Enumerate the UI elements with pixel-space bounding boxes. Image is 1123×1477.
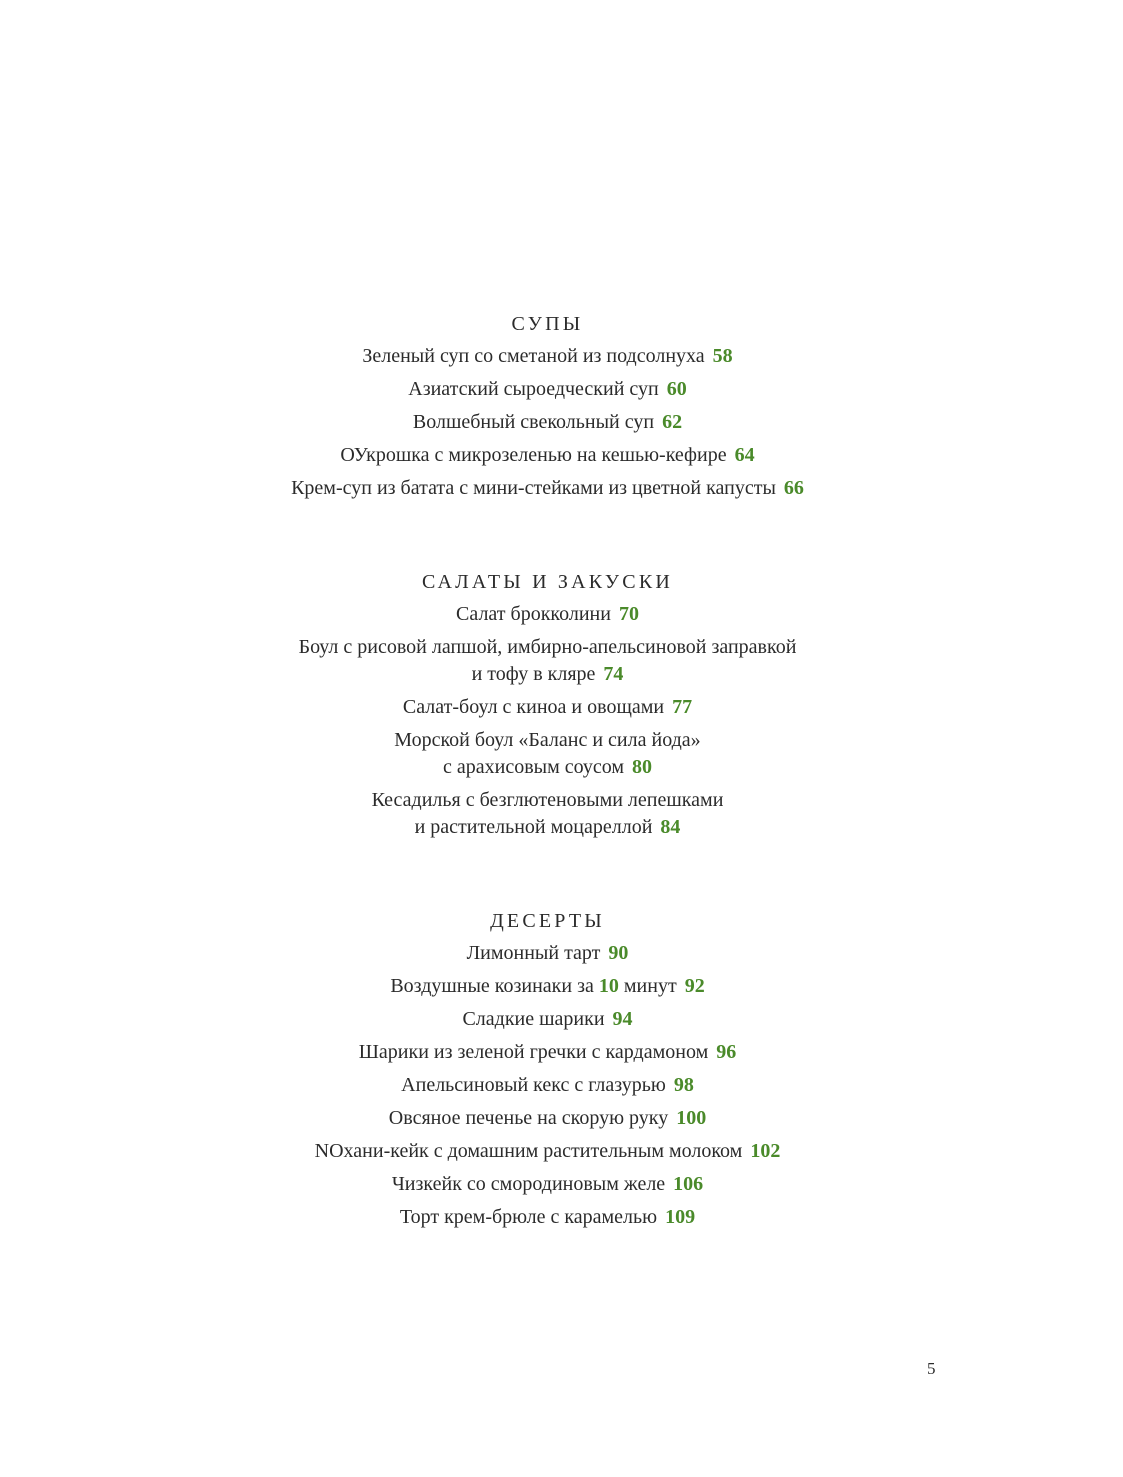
toc-entry[interactable] (0, 376, 1095, 403)
toc-entry[interactable] (0, 940, 1095, 967)
page-number: 62 (662, 411, 683, 433)
page-number: 102 (750, 1140, 781, 1162)
entry-title: Торт крем-брюле с карамелью (399, 1206, 658, 1228)
toc-entry[interactable] (0, 601, 1095, 628)
toc-entry[interactable] (0, 343, 1095, 370)
toc-entry[interactable] (0, 442, 1095, 469)
entry-title: Волшебный свекольный суп (412, 411, 655, 433)
page-number: 70 (618, 603, 639, 625)
entry-title: Салат-боул с киноа и овощами (402, 696, 665, 718)
entry-title: Сладкие шарики (462, 1008, 605, 1030)
entry-title-line: и растительной моцареллой (414, 816, 653, 838)
entry-title: минут (618, 975, 677, 997)
entry-title: NOхани-кейк с домашним растительным молоком (314, 1140, 743, 1162)
entry-title-line: Боул с рисовой лапшой, имбирно-апельсиновой заправкой (298, 636, 797, 658)
toc-entry[interactable] (0, 634, 1095, 688)
page-number: 109 (665, 1206, 696, 1228)
toc-entry[interactable] (0, 1105, 1095, 1132)
section-title: САЛАТЫ И ЗАКУСКИ (421, 571, 674, 593)
entry-title-line: Морской боул «Баланс и сила йода» (394, 729, 701, 751)
entry-title: Овсяное печенье на скорую руку (388, 1107, 669, 1129)
page-number: 74 (603, 663, 624, 685)
entry-title: Шарики из зеленой гречки с кардамоном (358, 1041, 709, 1063)
entry-title: Чизкейк со смородиновым желе (391, 1173, 666, 1195)
entry-title: Воздушные козинаки за (390, 975, 599, 997)
page-number: 77 (672, 696, 693, 718)
toc-entry[interactable] (0, 1006, 1095, 1033)
section-salads-snacks (0, 568, 1095, 841)
page-number: 96 (716, 1041, 737, 1063)
table-of-contents (0, 310, 1095, 1297)
toc-entry[interactable] (0, 787, 1095, 841)
page-number: 66 (783, 477, 804, 499)
page-number: 92 (684, 975, 705, 997)
page-number: 106 (673, 1173, 704, 1195)
page-number: 94 (612, 1008, 633, 1030)
section-title: ДЕСЕРТЫ (490, 910, 605, 932)
entry-title-number: 10 (598, 975, 619, 997)
toc-entry[interactable] (0, 727, 1095, 781)
entry-title: ОУкрошка с микрозеленью на кешью-кефире (340, 444, 727, 466)
toc-entry[interactable] (0, 1138, 1095, 1165)
toc-entry[interactable] (0, 1171, 1095, 1198)
section-soups (0, 310, 1095, 502)
folio-page-number: 5 (927, 1359, 936, 1378)
page-number: 64 (734, 444, 755, 466)
entry-title-line: и тофу в кляре (471, 663, 596, 685)
page-number: 84 (660, 816, 681, 838)
page-number: 100 (676, 1107, 707, 1129)
entry-title: Салат брокколини (456, 603, 611, 625)
entry-title: Апельсиновый кекс с глазурью (401, 1074, 666, 1096)
toc-entry[interactable] (0, 1204, 1095, 1231)
toc-entry[interactable] (0, 1072, 1095, 1099)
page-number: 58 (712, 345, 733, 367)
entry-title: Азиатский сыроедческий суп (408, 378, 659, 400)
entry-title-line: с арахисовым соусом (442, 756, 624, 778)
page-number: 90 (608, 942, 629, 964)
toc-entry[interactable] (0, 1039, 1095, 1066)
page-number: 98 (673, 1074, 694, 1096)
entry-title: Зеленый суп со сметаной из подсолнуха (362, 345, 705, 367)
section-desserts (0, 907, 1095, 1231)
toc-entry[interactable] (0, 694, 1095, 721)
entry-title: Крем-суп из батата с мини-стейками из цветной капусты (291, 477, 776, 499)
section-title: СУПЫ (511, 313, 584, 335)
entry-title: Лимонный тарт (466, 942, 601, 964)
toc-entry[interactable] (0, 973, 1095, 1000)
page-number: 60 (666, 378, 687, 400)
toc-entry[interactable] (0, 475, 1095, 502)
page-number: 80 (632, 756, 652, 778)
entry-title-line: Кесадилья с безглютеновыми лепешками (371, 789, 724, 811)
toc-entry[interactable] (0, 409, 1095, 436)
